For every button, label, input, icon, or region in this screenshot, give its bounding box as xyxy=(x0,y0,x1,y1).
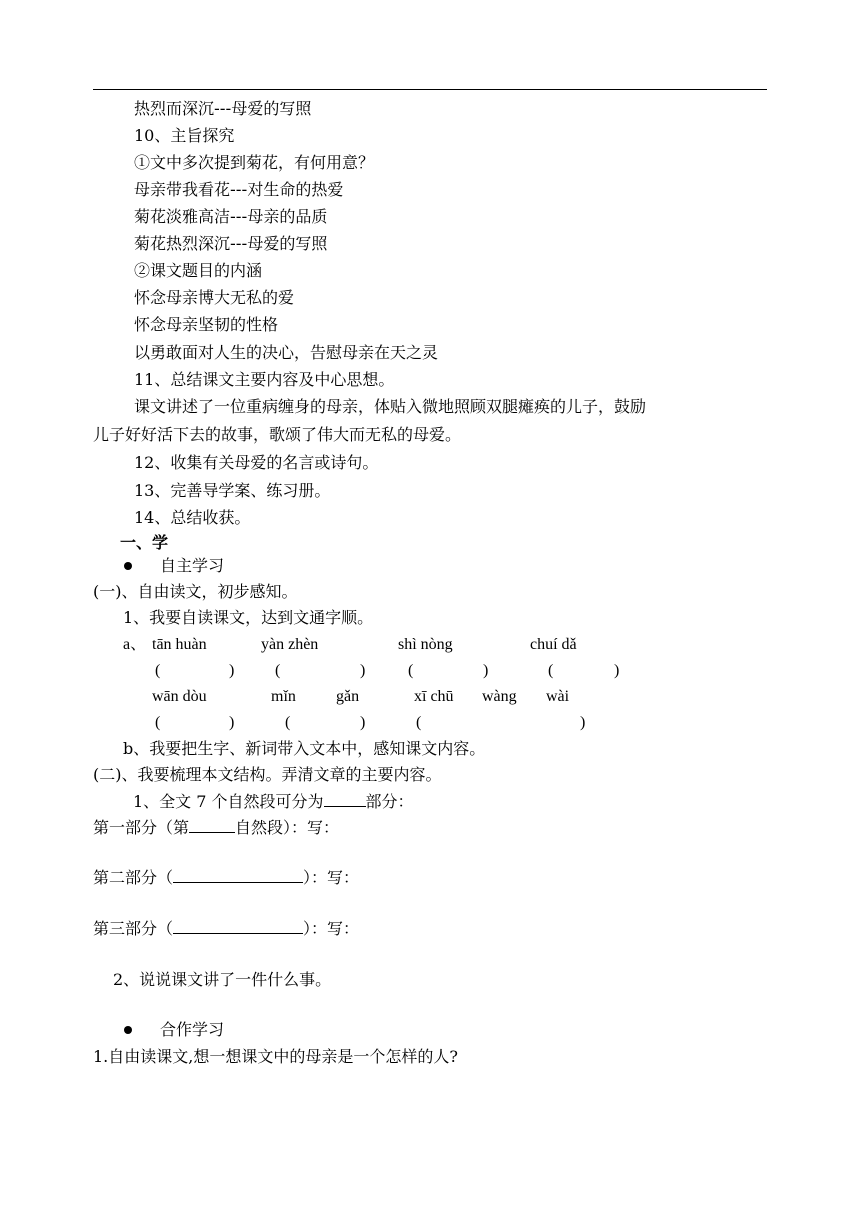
pinyin-prefix: a、 xyxy=(123,636,147,653)
fill-in-label: 第一部分（第 xyxy=(93,818,190,837)
subsection-heading: 自主学习 xyxy=(160,556,225,575)
fill-in-label: 自然段）：写： xyxy=(235,818,340,837)
fill-in-line xyxy=(93,868,359,888)
text-line: 课文讲述了一位重病缠身的母亲，体贴入微地照顾双腿瘫痪的儿子，鼓励 xyxy=(134,397,647,416)
text-line: 菊花淡雅高洁---母亲的品质 xyxy=(134,207,328,226)
fill-in-label: 第二部分（ xyxy=(93,868,174,887)
fill-in-label: 1、全文 7 个自然段可分为 xyxy=(133,792,324,811)
subsection-heading: (一)、自由读文，初步感知。 xyxy=(93,582,298,601)
text-line: 怀念母亲坚韧的性格 xyxy=(134,315,279,334)
fill-in-line xyxy=(93,818,339,838)
question-line: 1.自由读课文,想一想课文中的母亲是一个怎样的人? xyxy=(93,1047,458,1066)
pinyin-item: wài xyxy=(546,688,570,705)
answer-paren-open: ( xyxy=(416,714,422,731)
answer-paren-close: ) xyxy=(580,714,586,731)
text-line: 以勇敢面对人生的决心，告慰母亲在天之灵 xyxy=(134,343,439,362)
pinyin-item: chuí dǎ xyxy=(530,636,577,653)
answer-paren-open: ( xyxy=(275,662,281,679)
pinyin-item: shì nòng xyxy=(398,636,453,653)
answer-paren-open: ( xyxy=(155,662,161,679)
question-line: 2、说说课文讲了一件什么事。 xyxy=(113,970,332,989)
text-line: 1、我要自读课文，达到文通字顺。 xyxy=(123,608,374,627)
bullet-icon xyxy=(124,562,132,570)
answer-paren-open: ( xyxy=(408,662,414,679)
bullet-icon xyxy=(124,1026,132,1034)
answer-blank[interactable] xyxy=(324,792,366,807)
answer-blank[interactable] xyxy=(189,818,235,833)
section-heading: 12、收集有关母爱的名言或诗句。 xyxy=(134,453,379,472)
text-line: 儿子好好活下去的故事，歌颂了伟大而无私的母爱。 xyxy=(93,425,462,444)
part-heading: 一、学 xyxy=(120,533,169,552)
fill-in-line xyxy=(93,919,359,939)
fill-in-label: 第三部分（ xyxy=(93,919,174,938)
question-line: ①文中多次提到菊花，有何用意？ xyxy=(134,153,375,172)
answer-paren-open: ( xyxy=(548,662,554,679)
answer-paren-open: ( xyxy=(155,714,161,731)
pinyin-item: wàng xyxy=(482,688,517,705)
subsection-heading: (二)、我要梳理本文结构。弄清文章的主要内容。 xyxy=(93,765,442,784)
fill-in-line xyxy=(133,792,414,812)
fill-in-label: 部分： xyxy=(365,792,414,811)
answer-paren-open: ( xyxy=(285,714,291,731)
answer-blank[interactable] xyxy=(173,868,303,883)
pinyin-item: xī chū xyxy=(414,688,454,705)
text-line: 母亲带我看花---对生命的热爱 xyxy=(134,180,344,199)
pinyin-item: wān dòu xyxy=(152,688,207,705)
answer-paren-close: ) xyxy=(229,714,235,731)
text-line: 热烈而深沉---母爱的写照 xyxy=(134,99,312,118)
text-line: 菊花热烈深沉---母爱的写照 xyxy=(134,234,328,253)
subsection-heading: 合作学习 xyxy=(160,1020,225,1039)
section-heading: 10、主旨探究 xyxy=(134,126,235,145)
answer-paren-close: ) xyxy=(360,714,366,731)
pinyin-item: mǐn xyxy=(271,688,296,705)
fill-in-label: ）：写： xyxy=(303,868,360,887)
pinyin-item: yàn zhèn xyxy=(261,636,319,653)
header-rule xyxy=(93,89,767,90)
answer-paren-close: ) xyxy=(360,662,366,679)
answer-paren-close: ) xyxy=(483,662,489,679)
text-line: 怀念母亲博大无私的爱 xyxy=(134,288,295,307)
pinyin-item: tān huàn xyxy=(152,636,207,653)
fill-in-label: ）：写： xyxy=(303,919,360,938)
answer-paren-close: ) xyxy=(614,662,620,679)
pinyin-item: gǎn xyxy=(336,688,360,705)
text-line: b、我要把生字、新词带入文本中，感知课文内容。 xyxy=(123,739,486,758)
section-heading: 14、总结收获。 xyxy=(134,508,251,527)
section-heading: 13、完善导学案、练习册。 xyxy=(134,481,331,500)
answer-paren-close: ) xyxy=(229,662,235,679)
question-line: ②课文题目的内涵 xyxy=(134,261,263,280)
answer-blank[interactable] xyxy=(173,919,303,934)
section-heading: 11、总结课文主要内容及中心思想。 xyxy=(134,370,395,389)
